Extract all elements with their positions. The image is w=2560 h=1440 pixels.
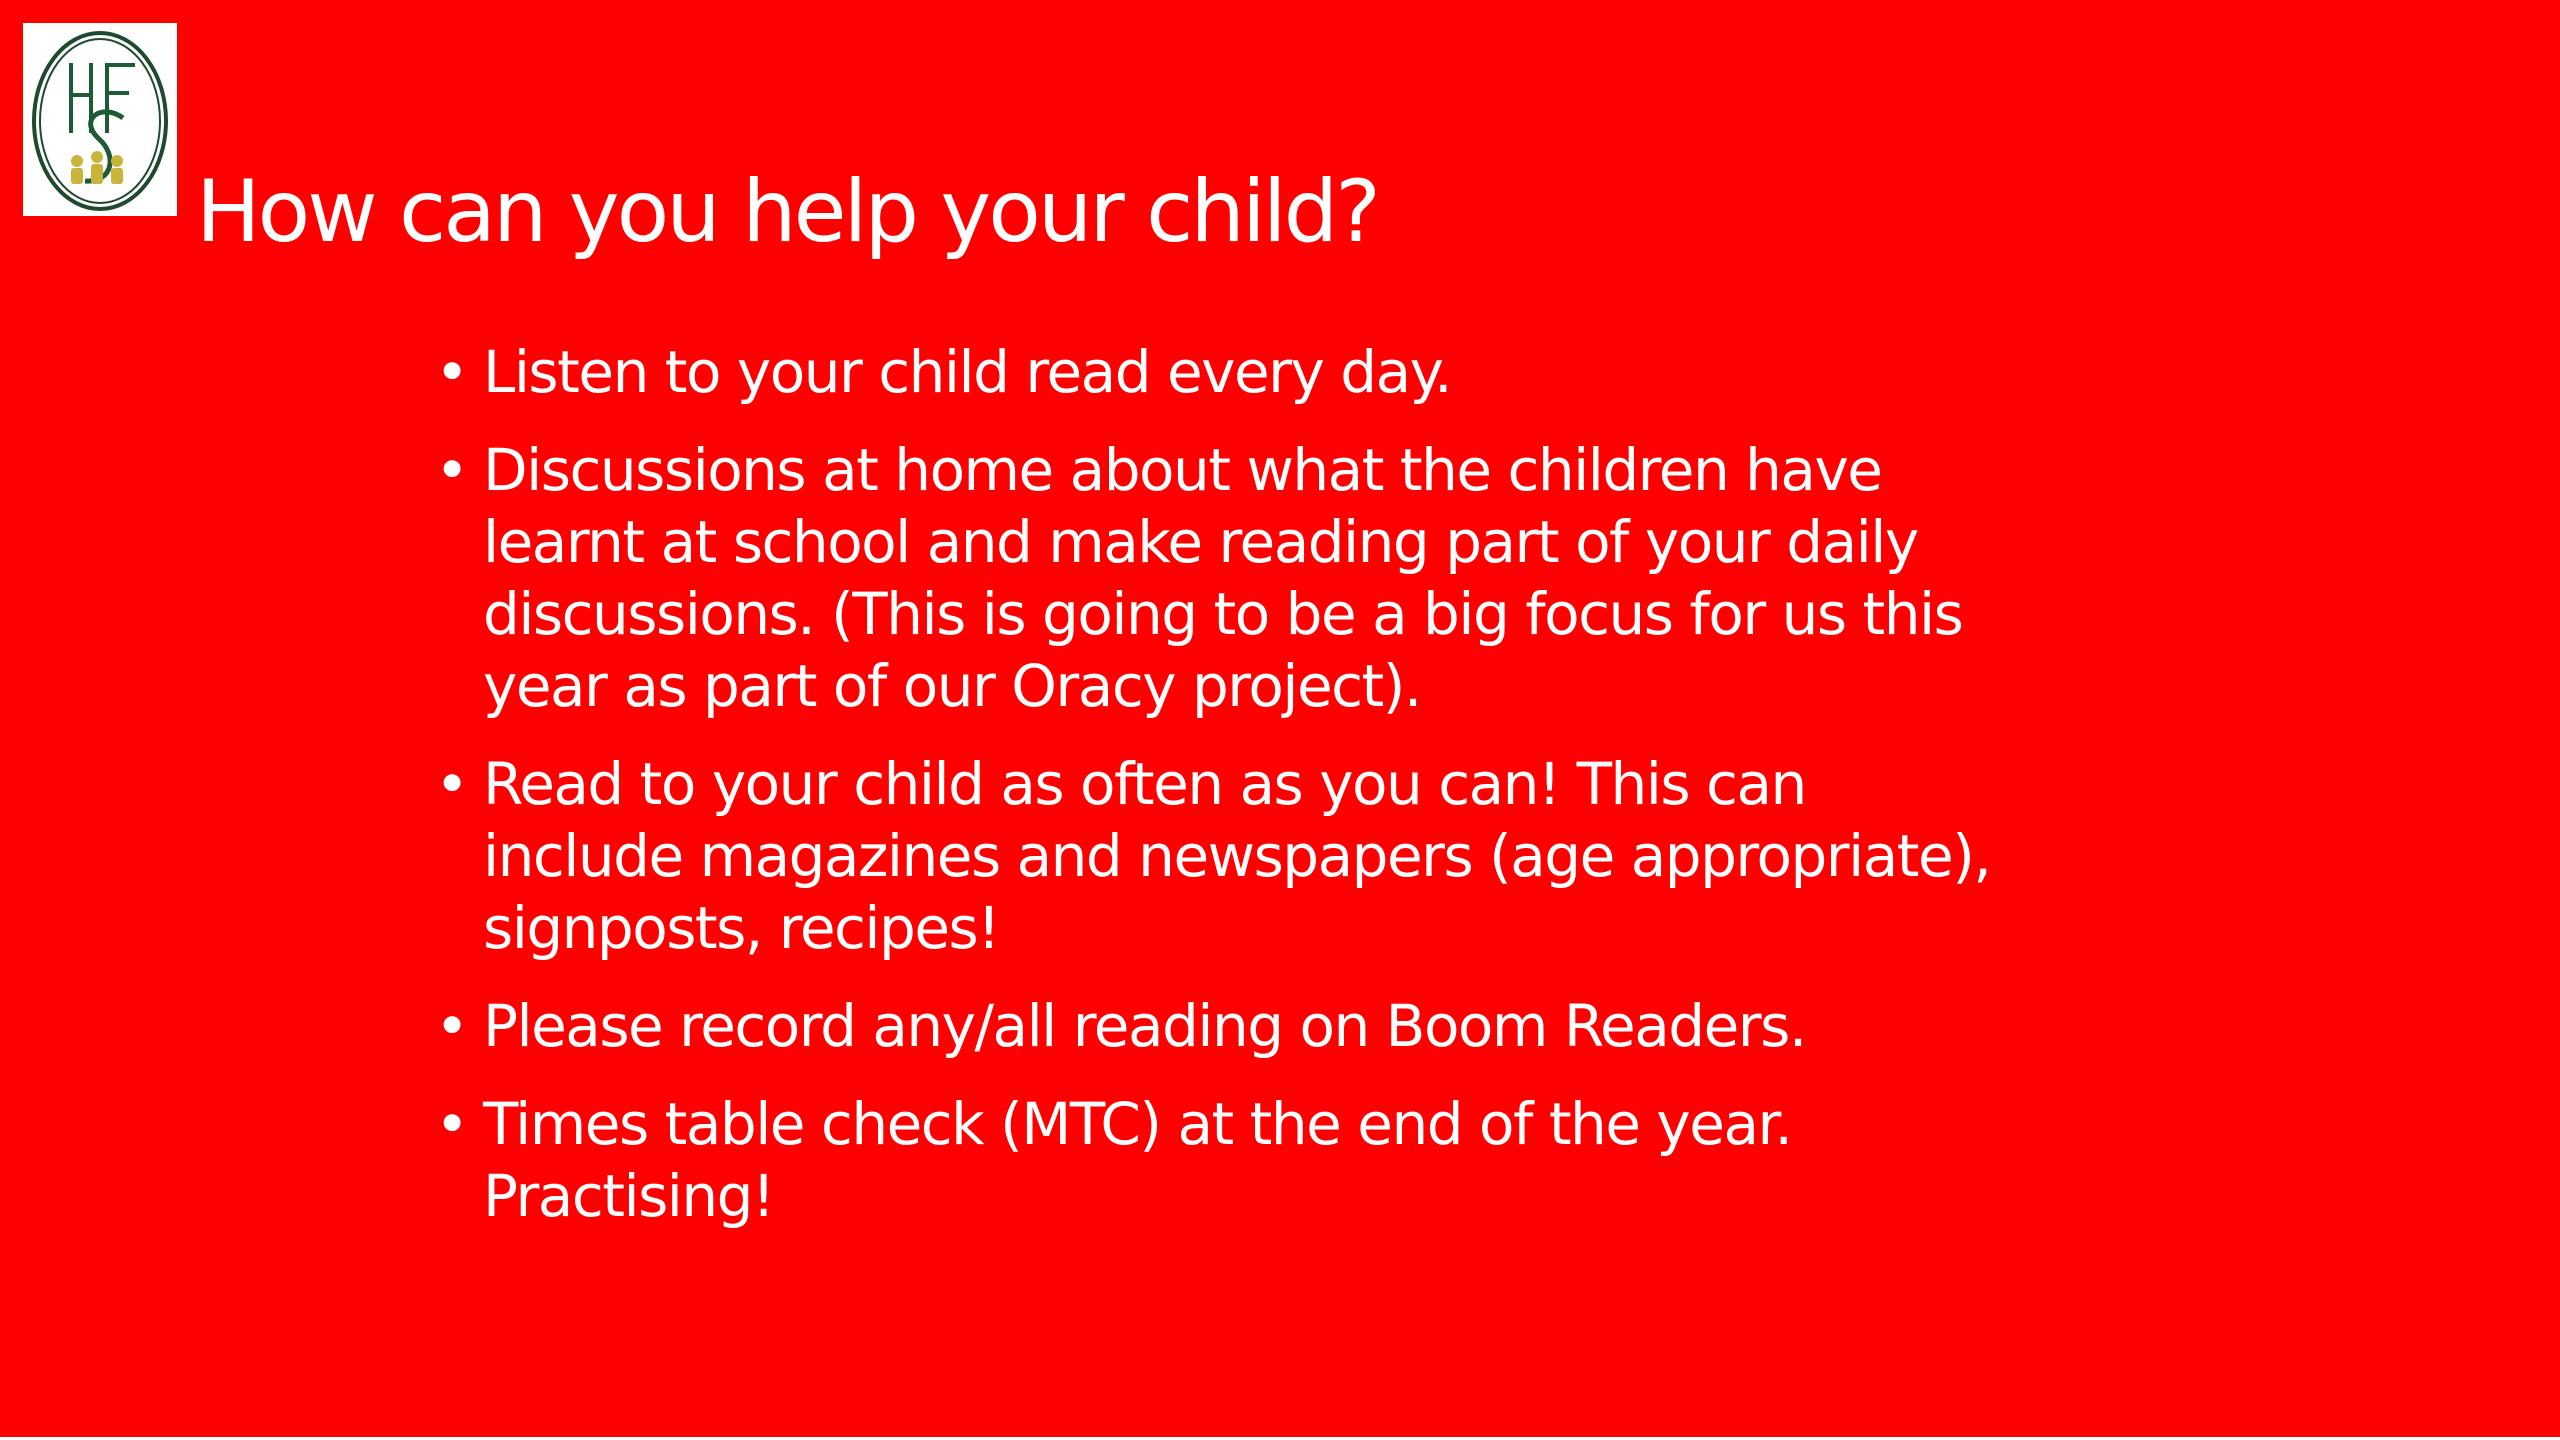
bullet-list [435, 336, 2183, 1258]
school-crest-logo-icon [23, 23, 177, 216]
bullet-icon: • [435, 750, 468, 818]
list-item [435, 434, 2183, 722]
bullet-icon: • [435, 338, 468, 406]
list-item [435, 748, 2183, 964]
bullet-text: Discussions at home about what the children have learnt at school and make reading part of your daily discussions. (This is going to be a big focus for us this year as part of our Oracy project). [483, 436, 1963, 720]
list-item [435, 1088, 2183, 1232]
bullet-text: Times table check (MTC) at the end of the year. Practising! [483, 1090, 1792, 1230]
bullet-text: Read to your child as often as you can! This can include magazines and newspapers (age appropriate), signposts, recipes! [483, 750, 1991, 962]
bullet-icon: • [435, 992, 468, 1060]
list-item [435, 336, 2183, 408]
bullet-text: Listen to your child read every day. [483, 338, 1452, 406]
school-logo [23, 23, 177, 216]
list-item [435, 990, 2183, 1062]
bullet-text: Please record any/all reading on Boom Readers. [483, 992, 1806, 1060]
bullet-icon: • [435, 436, 468, 504]
bullet-icon: • [435, 1090, 468, 1158]
slide-title: How can you help your child? [196, 162, 1378, 262]
